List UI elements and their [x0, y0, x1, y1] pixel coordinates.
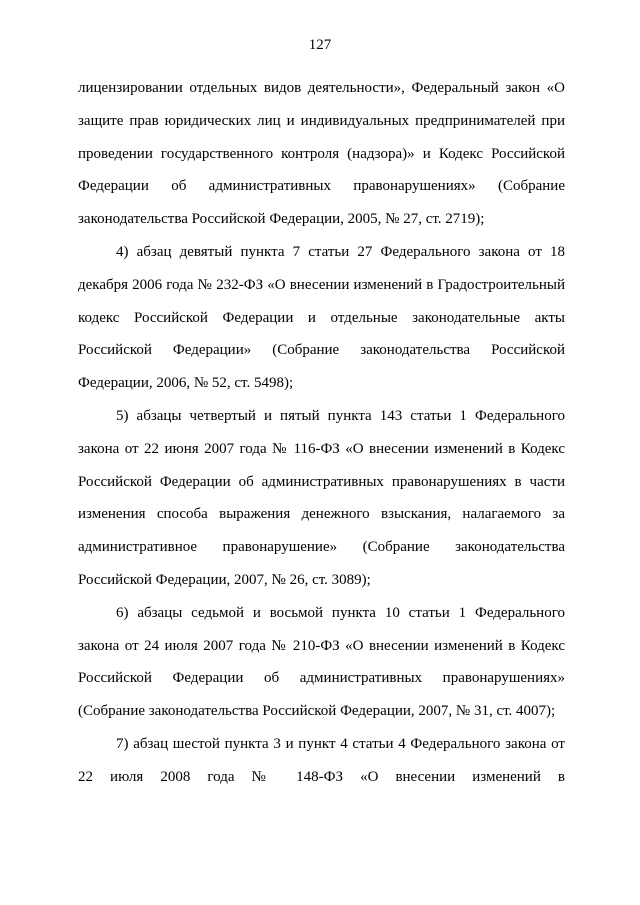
- text-line: 7) абзац шестой пункта 3 и пункт 4 статьи 4 Федерального закона от: [116, 735, 565, 752]
- text-line: Федерации об административных правонарушениях» (Собрание: [78, 178, 565, 195]
- text-line: лицензировании отдельных видов деятельности», Федеральный закон «О: [78, 80, 565, 96]
- text-line: закона от 22 июня 2007 года № 116-ФЗ «О внесении изменений в Кодекс: [78, 440, 565, 457]
- text-line: защите прав юридических лиц и индивидуальных предпринимателей при: [78, 112, 565, 129]
- text-line: Российской Федерации об административных правонарушениях в части: [78, 473, 565, 490]
- text-line: декабря 2006 года № 232-ФЗ «О внесении изменений в Градостроительный: [78, 276, 565, 293]
- text-line: проведении государственного контроля (надзора)» и Кодекс Российской: [78, 145, 565, 162]
- text-line: Российской Федерации, 2007, № 26, ст. 3089);: [78, 571, 371, 588]
- text-line: административное правонарушение» (Собрание законодательства: [78, 539, 565, 556]
- text-line: 5) абзацы четвертый и пятый пункта 143 статьи 1 Федерального: [116, 407, 565, 424]
- text-line: (Собрание законодательства Российской Федерации, 2007, № 31, ст. 4007);: [78, 703, 556, 720]
- text-line: 4) абзац девятый пункта 7 статьи 27 Федерального закона от 18: [116, 243, 565, 260]
- text-line: закона от 24 июля 2007 года № 210-ФЗ «О внесении изменений в Кодекс: [78, 637, 565, 654]
- text-line: Российской Федерации» (Собрание законодательства Российской: [78, 342, 565, 359]
- document-body: [78, 72, 565, 794]
- text-line: 22 июля 2008 года № 148-ФЗ «О внесении изменений в: [78, 768, 565, 785]
- text-line: Российской Федерации об административных правонарушениях»: [78, 670, 565, 687]
- text-line: Федерации, 2006, № 52, ст. 5498);: [78, 375, 294, 392]
- text-line: законодательства Российской Федерации, 2005, № 27, ст. 2719);: [78, 211, 485, 228]
- text-line: кодекс Российской Федерации и отдельные законодательные акты: [78, 309, 565, 326]
- text-line: изменения способа выражения денежного взыскания, налагаемого за: [78, 506, 565, 523]
- page-number: 127: [308, 37, 332, 53]
- text-line: 6) абзацы седьмой и восьмой пункта 10 статьи 1 Федерального: [116, 604, 565, 621]
